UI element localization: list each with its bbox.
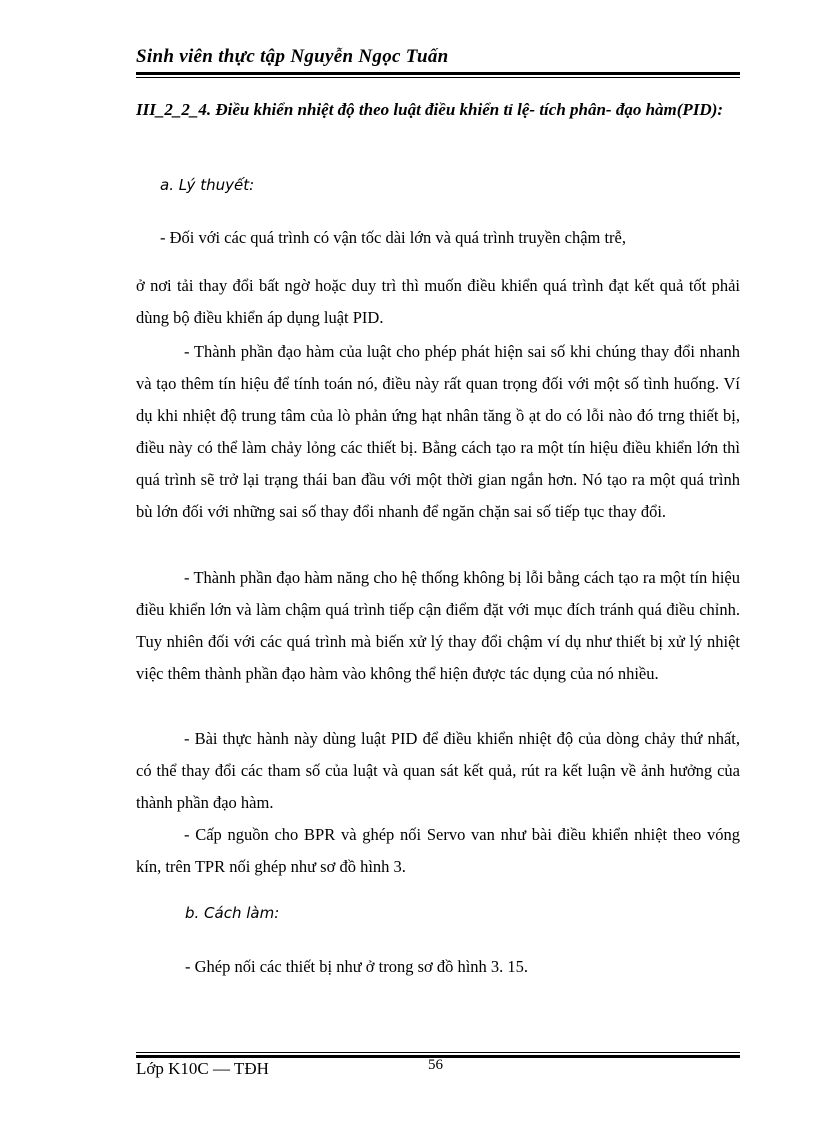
paragraph-1: - Đối với các quá trình có vận tốc dài lớn và quá trình truyền chậm trễ,: [160, 228, 627, 247]
paragraph-7: - Ghép nối các thiết bị như ở trong sơ đồ hình 3. 15.: [185, 957, 529, 976]
paragraph-2: ở nơi tải thay đổi bất ngờ hoặc duy trì thì muốn điều khiển quá trình đạt kết quả tốt phải dùng bộ điều khiển áp dụng luật PID.: [136, 276, 740, 327]
paragraph-5: - Bài thực hành này dùng luật PID để điều khiển nhiệt độ của dòng chảy thứ nhất, có thể thay đổi các tham số của luật và quan sát kết quả, rút ra kết luận về ảnh hưởng của thành phần đạo hàm.: [136, 729, 740, 812]
header-rule-thick: [136, 72, 740, 75]
subsection-b-heading: b. Cách làm:: [185, 904, 280, 922]
paragraph-4: - Thành phần đạo hàm năng cho hệ thống không bị lỗi bằng cách tạo ra một tín hiệu điều khiển lớn và làm chậm quá trình tiếp cận điểm đặt với mục đích tránh quá điều chỉnh. Tuy nhiên đối với các quá trình mà biến xử lý thay đổi chậm ví dụ như thiết bị xử lý nhiệt việc thêm thành phần đạo hàm vào không thể hiện được tác dụng của nó nhiều.: [136, 568, 740, 683]
header-rule-thin: [136, 77, 740, 78]
paragraph-3: - Thành phần đạo hàm của luật cho phép phát hiện sai số khi chúng thay đổi nhanh và tạo thêm tín hiệu để tính toán nó, điều này rất quan trọng đối với một số tình huống. Ví dụ khi nhiệt độ trung tâm của lò phản ứng hạt nhân tăng ồ ạt do có lỗi nào đó trng thiết bị, điều này có thể làm chảy lỏng các thiết bị. Bằng cách tạo ra một tín hiệu điều khiển lớn thì quá trình sẽ trở lại trạng thái ban đầu với một thời gian ngắn hơn. Nó tạo ra một quá trình bù lớn đối với những sai số thay đổi nhanh để ngăn chặn sai số tiếp tục thay đổi.: [136, 342, 740, 521]
running-header: Sinh viên thực tập Nguyễn Ngọc Tuấn: [136, 46, 449, 67]
paragraph-6: - Cấp nguồn cho BPR và ghép nối Servo van như bài điều khiển nhiệt theo vóng kín, trên TPR nối ghép như sơ đồ hình 3.: [136, 825, 740, 876]
subsection-a-heading: a. Lý thuyết:: [160, 176, 255, 194]
footer-rule-thin: [136, 1052, 740, 1053]
footer-class-label: Lớp K10C — TĐH: [136, 1059, 269, 1078]
section-title: III_2_2_4. Điều khiển nhiệt độ theo luật điều khiển tỉ lệ- tích phân- đạo hàm(PID):: [136, 100, 724, 119]
page-number: 56: [428, 1057, 443, 1073]
